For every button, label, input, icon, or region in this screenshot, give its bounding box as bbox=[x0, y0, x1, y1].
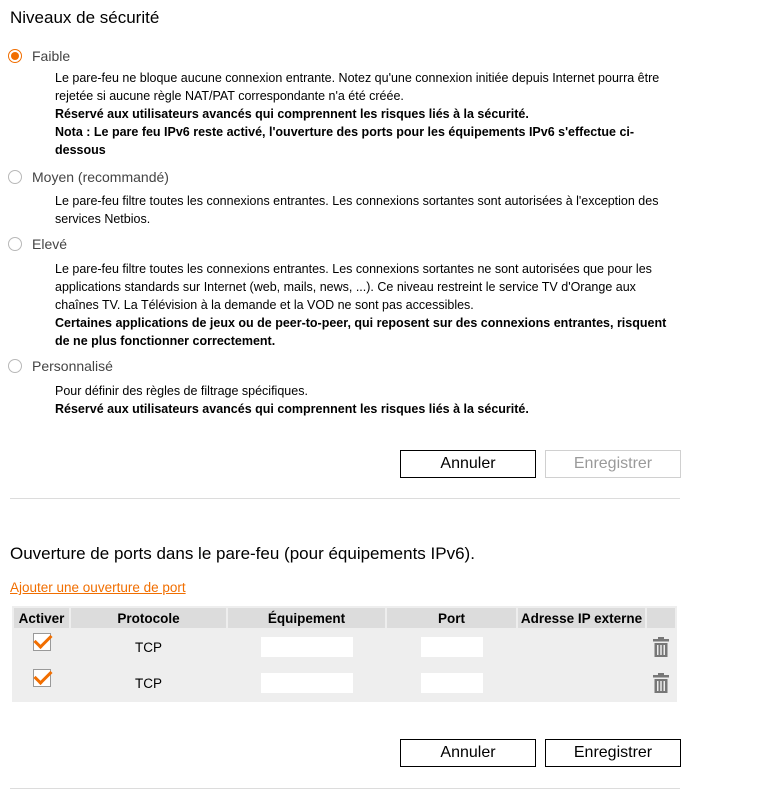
radio-label-moyen: Moyen (recommandé) bbox=[32, 169, 169, 185]
radio-moyen-icon[interactable] bbox=[8, 170, 22, 184]
enable-checkbox[interactable] bbox=[33, 669, 51, 687]
description-line: applications standards sur Internet (web, mails, news, ...). Ce niveau restreint le service TV d'Orange aux bbox=[55, 280, 636, 294]
external-ip-cell bbox=[518, 630, 645, 664]
table-row bbox=[14, 666, 675, 700]
radio-option-eleve[interactable] bbox=[8, 236, 67, 252]
external-ip-cell bbox=[518, 666, 645, 700]
ports-save-button[interactable]: Enregistrer bbox=[545, 739, 681, 767]
port-value bbox=[421, 673, 483, 693]
description-line: Réservé aux utilisateurs avancés qui comprennent les risques liés à la sécurité. bbox=[55, 402, 529, 416]
enable-cell bbox=[14, 630, 69, 664]
security-levels-title: Niveaux de sécurité bbox=[10, 8, 160, 27]
device-value bbox=[261, 637, 353, 657]
description-line: dessous bbox=[55, 143, 106, 157]
radio-label-eleve: Elevé bbox=[32, 236, 68, 252]
ports-section-title: Ouverture de ports dans le pare-feu (pour équipements IPv6). bbox=[10, 544, 475, 563]
description-line: Nota : Le pare feu IPv6 reste activé, l'ouverture des ports pour les équipements IPv6 s'effectue ci- bbox=[55, 125, 635, 139]
port-value bbox=[421, 637, 483, 657]
delete-cell bbox=[647, 630, 675, 664]
protocol-cell: TCP bbox=[71, 666, 226, 700]
enable-cell bbox=[14, 666, 69, 700]
table-header-row bbox=[14, 608, 675, 628]
description-line: Le pare-feu filtre toutes les connexions entrantes. Les connexions sortantes ne sont autorisées que pour les bbox=[55, 262, 652, 276]
radio-personnalise-icon[interactable] bbox=[8, 359, 22, 373]
description-line: services Netbios. bbox=[55, 212, 151, 226]
description-line: Le pare-feu filtre toutes les connexions entrantes. Les connexions sortantes sont autorisées à l'exception des bbox=[55, 194, 659, 208]
device-value bbox=[261, 673, 353, 693]
description-line: de ne plus fonctionner correctement. bbox=[55, 334, 276, 348]
cancel-button[interactable]: Annuler bbox=[400, 450, 536, 478]
ports-cancel-button[interactable]: Annuler bbox=[400, 739, 536, 767]
column-header-equipement: Équipement bbox=[228, 608, 385, 628]
protocol-cell: TCP bbox=[71, 630, 226, 664]
radio-option-moyen[interactable] bbox=[8, 169, 169, 185]
trash-icon[interactable] bbox=[653, 673, 669, 693]
column-header-adresse-ip-externe: Adresse IP externe bbox=[518, 608, 645, 628]
enable-checkbox[interactable] bbox=[33, 633, 51, 651]
port-cell bbox=[387, 630, 516, 664]
table-row bbox=[14, 630, 675, 664]
section-divider-bottom bbox=[10, 788, 680, 789]
radio-option-personnalise[interactable] bbox=[8, 358, 113, 374]
column-header-protocole: Protocole bbox=[71, 608, 226, 628]
description-line: Réservé aux utilisateurs avancés qui comprennent les risques liés à la sécurité. bbox=[55, 107, 529, 121]
ports-table bbox=[12, 606, 677, 702]
radio-eleve-icon[interactable] bbox=[8, 237, 22, 251]
description-line: Certaines applications de jeux ou de peer-to-peer, qui reposent sur des connexions entrantes, risquent bbox=[55, 316, 667, 330]
description-eleve bbox=[55, 260, 680, 350]
radio-faible-checked-icon[interactable] bbox=[8, 49, 22, 63]
description-personnalise bbox=[55, 382, 680, 418]
radio-option-faible[interactable] bbox=[8, 48, 70, 64]
trash-icon[interactable] bbox=[653, 637, 669, 657]
delete-cell bbox=[647, 666, 675, 700]
column-header-actions bbox=[647, 608, 675, 628]
device-cell bbox=[228, 666, 385, 700]
description-line: chaînes TV. La Télévision à la demande et la VOD ne sont pas accessibles. bbox=[55, 298, 474, 312]
section-divider bbox=[10, 498, 680, 499]
add-port-opening-link[interactable]: Ajouter une ouverture de port bbox=[10, 580, 186, 595]
description-line: Le pare-feu ne bloque aucune connexion entrante. Notez qu'une connexion initiée depuis Internet pourra être bbox=[55, 71, 660, 85]
column-header-port: Port bbox=[387, 608, 516, 628]
device-cell bbox=[228, 630, 385, 664]
column-header-activer: Activer bbox=[14, 608, 69, 628]
save-button-disabled[interactable]: Enregistrer bbox=[545, 450, 681, 478]
description-moyen bbox=[55, 192, 680, 228]
description-line: Pour définir des règles de filtrage spécifiques. bbox=[55, 384, 308, 398]
radio-label-personnalise: Personnalisé bbox=[32, 358, 113, 374]
description-line: rejetée si aucune règle NAT/PAT correspondante n'a été créée. bbox=[55, 89, 404, 103]
port-cell bbox=[387, 666, 516, 700]
radio-label-faible: Faible bbox=[32, 48, 71, 64]
description-faible bbox=[55, 69, 680, 159]
